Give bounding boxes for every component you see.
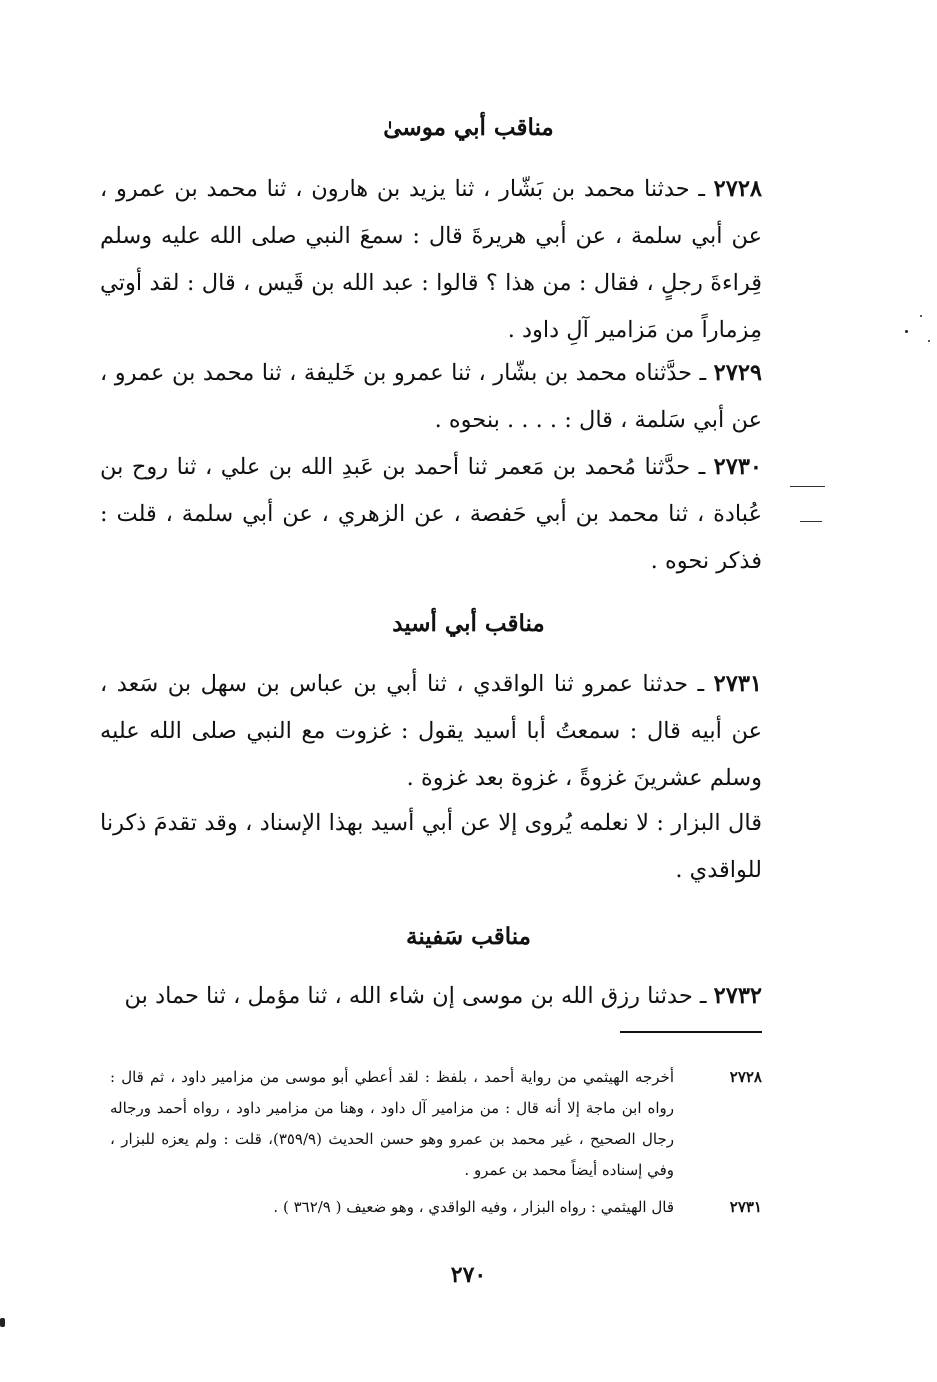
hadith-number: ٢٧٢٩ — [713, 360, 763, 386]
footnote — [110, 1192, 762, 1223]
footnote-number: ٢٧٣١ — [729, 1198, 762, 1216]
footnote-text: قال الهيثمي : رواه البزار ، وفيه الواقدي ، وهو ضعيف ( ٣٦٢/٩ ) . — [273, 1198, 674, 1216]
hadith-entry — [100, 444, 762, 585]
footnote-separator — [620, 1031, 762, 1033]
hadith-text: ـ حدثنا رزق الله بن موسى إن شاء الله ، ثنا مؤمل ، ثنا حماد بن — [124, 983, 707, 1009]
hadith-entry — [100, 661, 762, 802]
hadith-entry — [100, 973, 762, 1020]
hadith-number: ٢٧٣٢ — [713, 983, 762, 1009]
scan-mark — [790, 486, 825, 487]
hadith-text: ـ حدَّثناه محمد بن بشّار ، ثنا عمرو بن خَليفة ، ثنا محمد بن عمرو ، عن أبي سَلمة ، قال : . . . . بنحوه . — [100, 360, 762, 433]
scan-speck — [905, 330, 908, 333]
footnote-text: أخرجه الهيثمي من رواية أحمد ، بلفظ : لقد أعطي أبو موسى من مزامير داود ، ثم قال : رواه ابن ماجة إلا أنه قال : من مزامير آل داود ، وهنا من مزامير داود ، رواه أحمد ورجاله رجال الصحيح ، غير محمد بن عمرو وهو حسن الحديث (٣٥٩/٩)، قلت : ولم يعزه للبزار ، وفي إسناده أيضاً محمد بن عمرو . — [110, 1068, 674, 1179]
hadith-number: ٢٧٢٨ — [713, 176, 762, 202]
scan-speck — [928, 340, 930, 342]
bazzar-remark: قال البزار : لا نعلمه يُروى إلا عن أبي أسيد بهذا الإسناد ، وقد تقدمَ ذكرنا للواقدي . — [100, 810, 762, 883]
footnote-number: ٢٧٢٨ — [729, 1068, 762, 1086]
footnote — [110, 1062, 762, 1186]
hadith-entry — [100, 350, 762, 444]
scan-speck — [920, 315, 922, 317]
scan-speck — [0, 1318, 5, 1327]
page-number: ٢٧٠ — [450, 1262, 487, 1288]
hadith-text: ـ حدَّثنا مُحمد بن مَعمر ثنا أحمد بن عَبدِ الله بن علي ، ثنا روح بن عُبادة ، ثنا محمد بن أبي حَفصة ، عن الزهري ، عن أبي سلمة ، قلت : فذكر نحوه . — [100, 454, 762, 574]
hadith-number: ٢٧٣٠ — [713, 454, 762, 480]
hadith-text: ـ حدثنا محمد بن بَشّار ، ثنا يزيد بن هارون ، ثنا محمد بن عمرو ، عن أبي سلمة ، عن أبي هريرةَ قال : سمعَ النبي صلى الله عليه وسلم قِراءةَ رجلٍ ، فقال : من هذا ؟ قالوا : عبد الله بن قَيس ، قال : لقد أوتي مِزماراً من مَزامير آلِ داود . — [100, 176, 762, 343]
hadith-text: ـ حدثنا عمرو ثنا الواقدي ، ثنا أبي بن عباس بن سهل بن سَعد ، عن أبيه قال : سمعتُ أبا أسيد يقول : غزوت مع النبي صلى الله عليه وسلم عشرينَ غزوةً ، غزوة بعد غزوة . — [100, 671, 762, 791]
section-title-abu-musa: مناقب أبي موسىٰ — [383, 114, 554, 141]
hadith-number: ٢٧٣١ — [713, 671, 762, 697]
section-title-abu-usayd: مناقب أبي أسيد — [392, 610, 545, 637]
section-title-safina: مناقب سَفينة — [406, 923, 531, 950]
scan-mark — [800, 521, 822, 522]
hadith-entry — [100, 166, 762, 354]
